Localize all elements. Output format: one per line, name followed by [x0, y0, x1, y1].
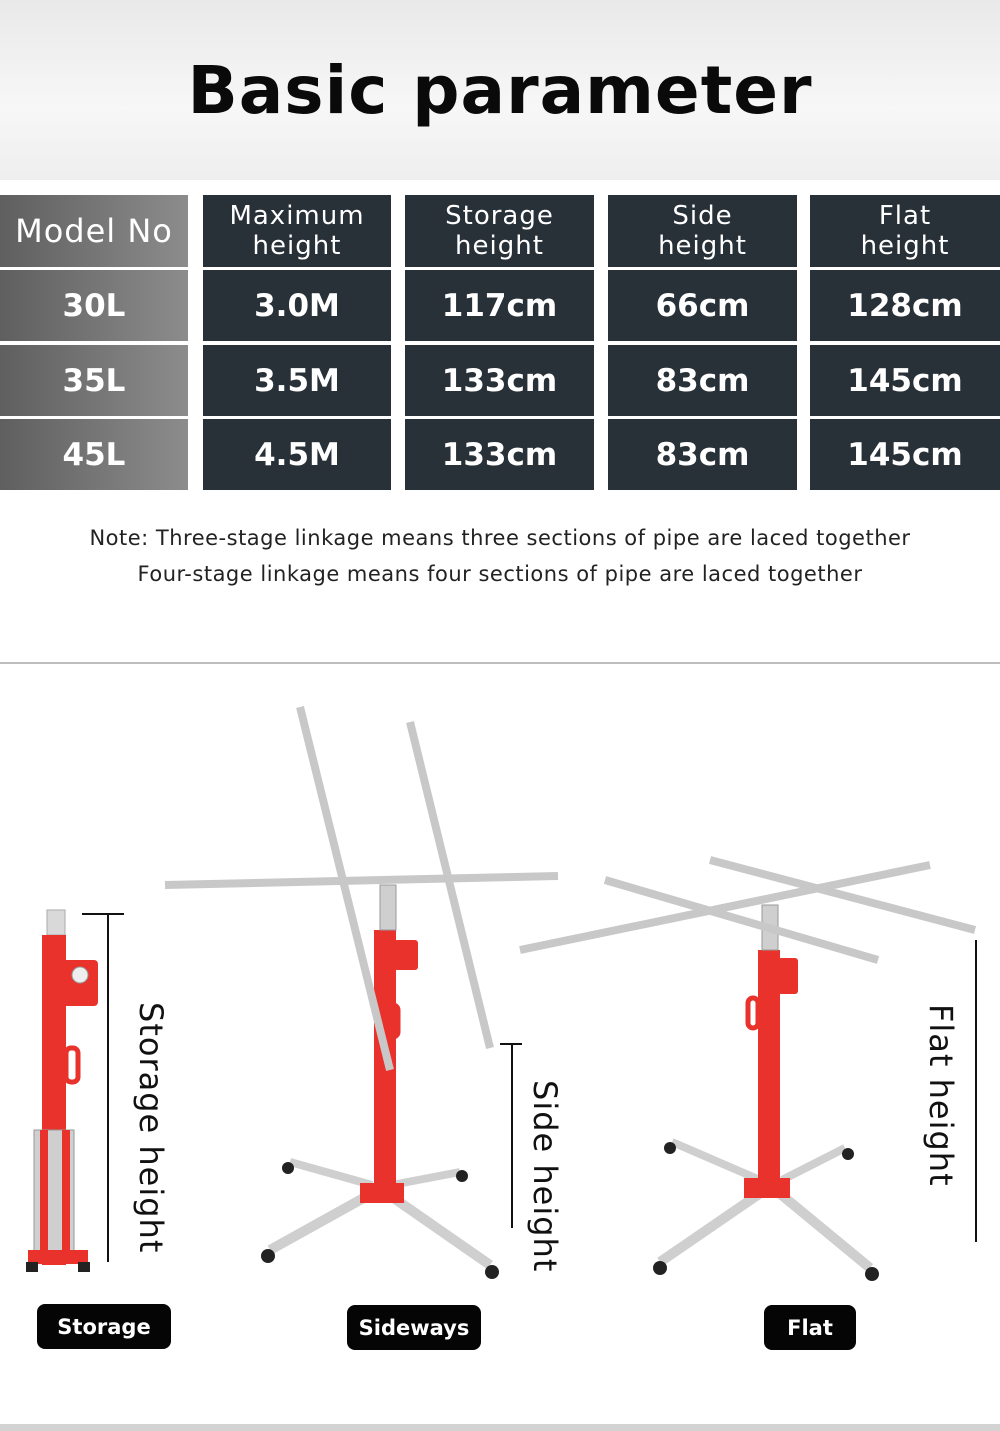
row-30l-side: 66cm — [608, 270, 797, 341]
page-title: Basic parameter — [187, 52, 813, 129]
flat-badge: Flat — [764, 1305, 856, 1350]
row-35l-side: 83cm — [608, 345, 797, 416]
row-45l-max: 4.5M — [203, 419, 391, 490]
row-45l-model: 45L — [0, 419, 188, 490]
sideways-lift-illustration — [165, 707, 558, 1279]
row-45l-storage: 133cm — [405, 419, 594, 490]
header-storage-height: Storage height — [405, 195, 594, 267]
row-30l-max: 3.0M — [203, 270, 391, 341]
row-30l-storage: 117cm — [405, 270, 594, 341]
row-35l-model: 35L — [0, 345, 188, 416]
header-maximum-height: Maximum height — [203, 195, 391, 267]
bottom-rule — [0, 1424, 1000, 1431]
row-35l-storage: 133cm — [405, 345, 594, 416]
row-45l-side: 83cm — [608, 419, 797, 490]
storage-badge: Storage — [37, 1304, 171, 1349]
row-35l-max: 3.5M — [203, 345, 391, 416]
note-line-1: Note: Three-stage linkage means three sections of pipe are laced together — [89, 526, 911, 550]
storage-lift-illustration — [26, 910, 124, 1272]
flat-height-label: Flat height — [922, 1004, 960, 1187]
side-height-label: Side height — [526, 1080, 564, 1273]
row-30l-flat: 128cm — [810, 270, 1000, 341]
note-line-2: Four-stage linkage means four sections of pipe are laced together — [137, 562, 863, 586]
row-35l-flat: 145cm — [810, 345, 1000, 416]
header-model-no: Model No — [0, 195, 188, 267]
header-side-height: Side height — [608, 195, 797, 267]
flat-lift-illustration — [520, 860, 976, 1281]
storage-height-label: Storage height — [132, 1002, 170, 1254]
row-45l-flat: 145cm — [810, 419, 1000, 490]
sideways-badge: Sideways — [347, 1305, 481, 1350]
header-flat-height: Flat height — [810, 195, 1000, 267]
row-30l-model: 30L — [0, 270, 188, 341]
